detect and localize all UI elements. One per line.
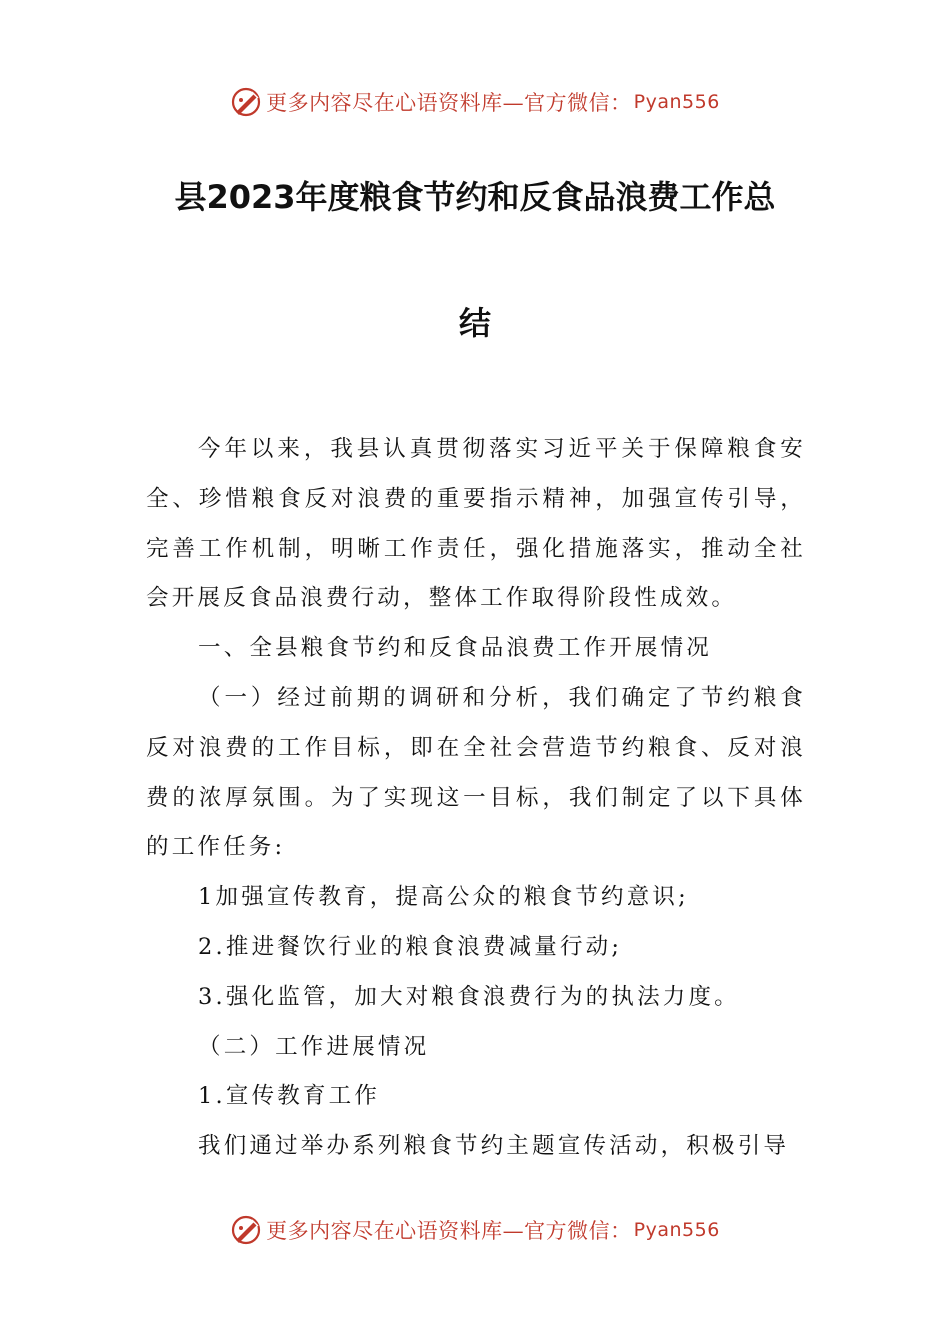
intro-paragraph: 今年以来，我县认真贯彻落实习近平关于保障粮食安全、珍惜粮食反对浪费的重要指示精神，加强宣传引导，完善工作机制，明晰工作责任，强化措施落实，推动全社会开展反食品浪费行动，整体工作取得阶段性成效。 (146, 436, 806, 612)
task-item-2: 2.推进餐饮行业的粮食浪费减量行动; (198, 933, 623, 960)
watermark-wechat-id: Pyan556 (633, 91, 720, 113)
document-title-line1: 县2023年度粮食节约和反食品浪费工作总 (174, 178, 776, 216)
footer-watermark (0, 1210, 950, 1250)
watermark-text: 更多内容尽在心语资料库—官方微信： (266, 91, 632, 115)
pen-circle-logo-icon (230, 86, 262, 118)
document-title-line2: 结 (458, 304, 491, 342)
task-item-3: 3.强化监管，加大对粮食浪费行为的执法力度。 (198, 983, 740, 1010)
task-item-1: 1加强宣传教育，提高公众的粮食节约意识; (198, 884, 689, 911)
subsection-paragraph-1: （一）经过前期的调研和分析，我们确定了节约粮食反对浪费的工作目标，即在全社会营造节约粮食、反对浪费的浓厚氛围。为了实现这一目标，我们制定了以下具体的工作任务: (146, 684, 806, 861)
watermark-wechat-id: Pyan556 (633, 1219, 720, 1241)
subsection-heading-2: （二）工作进展情况 (198, 1033, 430, 1060)
watermark-text: 更多内容尽在心语资料库—官方微信： (266, 1219, 632, 1243)
document-body (146, 425, 806, 1172)
publicity-paragraph: 我们通过举办系列粮食节约主题宣传活动，积极引导 (198, 1133, 790, 1160)
section-heading-1: 一、全县粮食节约和反食品浪费工作开展情况 (198, 635, 713, 662)
pen-circle-logo-icon (230, 1214, 262, 1246)
item-heading-publicity: 1.宣传教育工作 (198, 1083, 381, 1110)
header-watermark (0, 82, 950, 122)
